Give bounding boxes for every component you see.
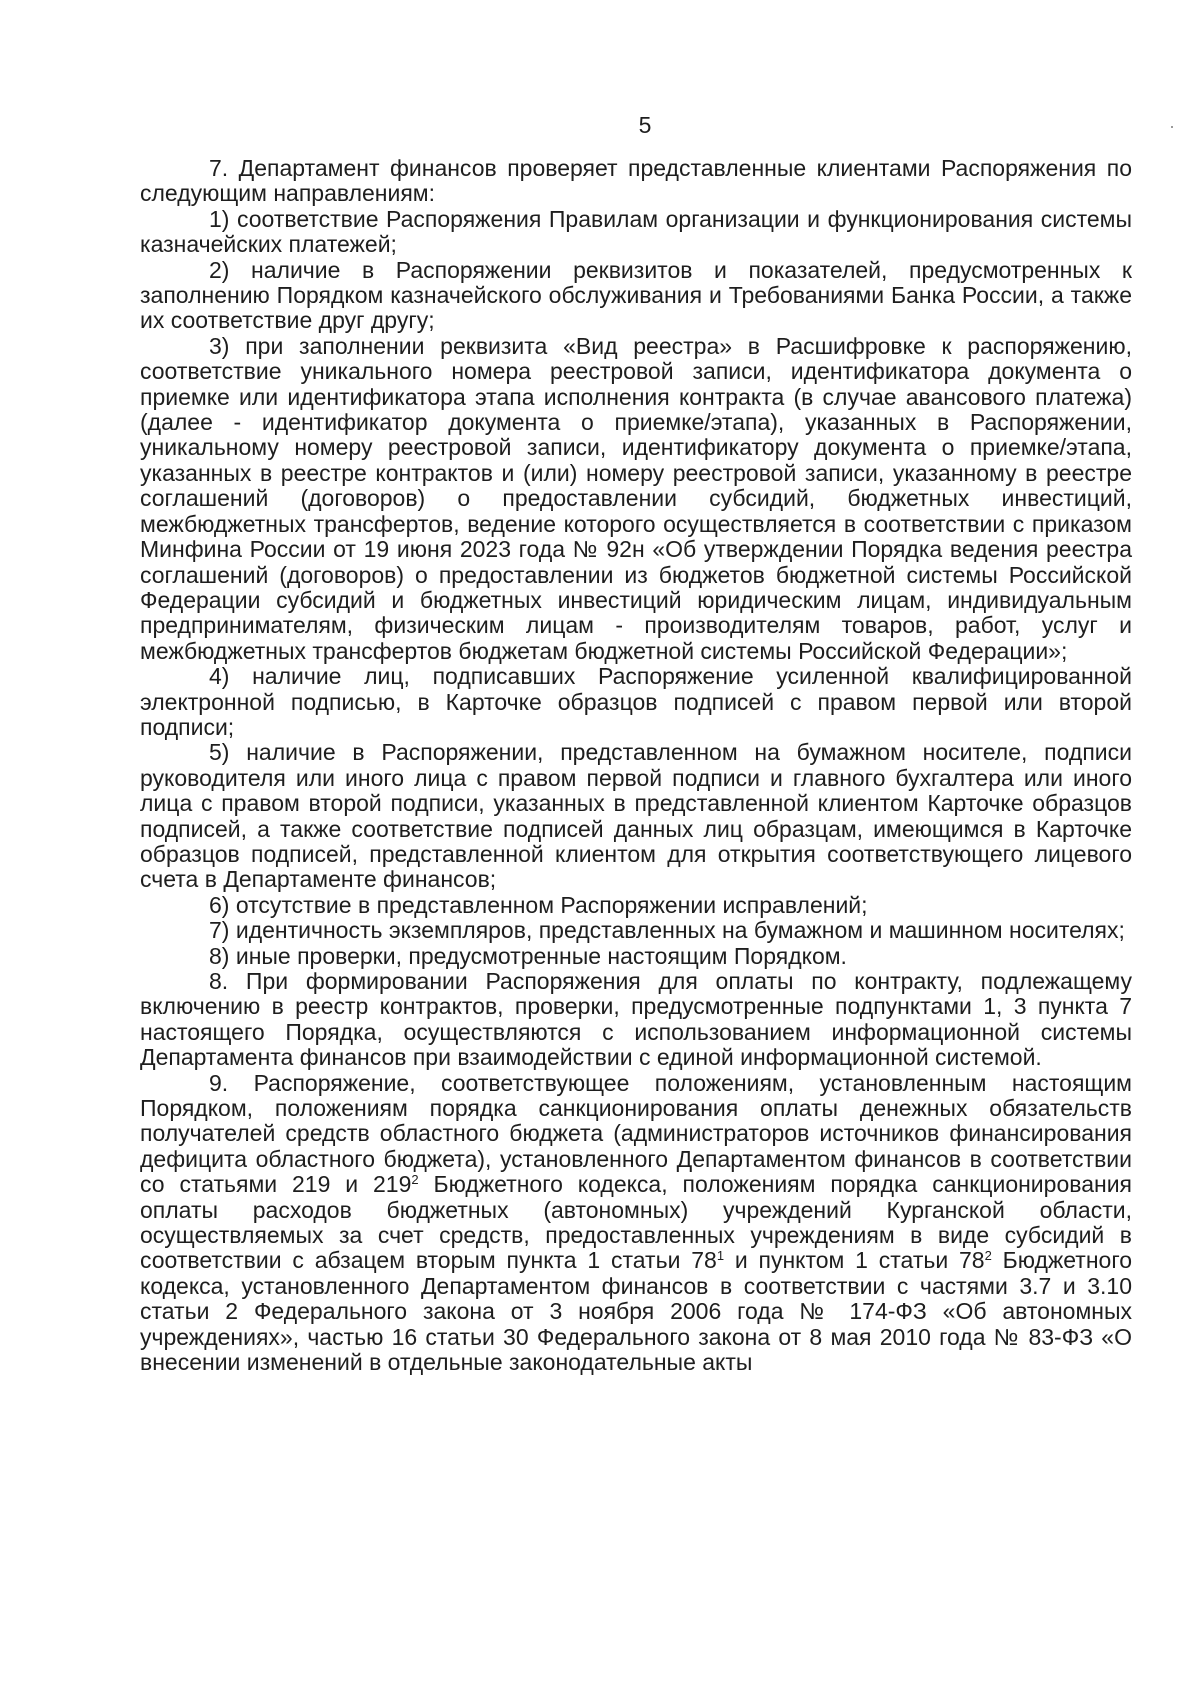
paragraph-7-item-3: 3) при заполнении реквизита «Вид реестра» в Расшифровке к распоряжению, соответствие уникального номера реестровой записи, идентификатора документа о приемке или идентификатора этапа исполнения контракта (в случае авансового платежа) (далее - идентификатор документа о приемке/этапа), указанных в Распоряжении, уникальному номеру реестровой записи, идентификатору документа о приемке/этапа, указанных в реестре контрактов и (или) номеру реестровой записи, указанному в реестре соглашений (договоров) о предоставлении субсидий, бюджетных инвестиций, межбюджетных трансфертов, ведение которого осуществляется в соответствии с приказом Минфина России от 19 июня 2023 года № 92н «Об утверждении Порядка ведения реестра соглашений (договоров) о предоставлении из бюджетов бюджетной системы Российской Федерации субсидий и бюджетных инвестиций юридическим лицам, индивидуальным предпринимателям, физическим лицам - производителям товаров, работ, услуг и межбюджетных трансфертов бюджетам бюджетной системы Российской Федерации»;: [140, 332, 1132, 664]
scan-speck: [1171, 126, 1173, 128]
paragraph-7-item-2: 2) наличие в Распоряжении реквизитов и показателей, предусмотренных к заполнению Порядком казначейского обслуживания и Требованиями Банка России, а также их соответствие друг другу;: [140, 256, 1132, 334]
superscript-2b: 2: [984, 1248, 992, 1264]
paragraph-7-item-8: 8) иные проверки, предусмотренные настоящим Порядком.: [209, 942, 847, 969]
paragraph-9-part-3: и пунктом 1 статьи 78: [724, 1247, 985, 1274]
paragraph-9-part-2: Бюджетного кодекса, положениям порядка санкционирования оплаты расходов бюджетных (автономных) учреждений Курганской области, осуществляемых за счет средств, предоставленных учреждениям в виде субсидий в соответствии с абзацем вторым пункта 1 статьи 78: [140, 1171, 1132, 1274]
paragraph-7: 7. Департамент финансов проверяет представленные клиентами Распоряжения по следующим направлениям:: [140, 155, 1132, 207]
paragraph-9: [140, 1071, 1132, 1376]
paragraph-7-item-7: 7) идентичность экземпляров, представленных на бумажном и машинном носителях;: [209, 917, 1125, 944]
paragraph-7-item-6: 6) отсутствие в представленном Распоряжении исправлений;: [209, 891, 868, 918]
paragraph-9-part-1: 9. Распоряжение, соответствующее положениям, установленным настоящим Порядком, положениям порядка санкционирования оплаты денежных обязательств получателей средств областного бюджета (администраторов источников финансирования дефицита областного бюджета), установленного Департаментом финансов в соответствии со статьями 219 и 219: [140, 1069, 1132, 1198]
page-number: 5: [638, 112, 652, 138]
paragraph-9-part-4: Бюджетного кодекса, установленного Департаментом финансов в соответствии с частями 3.7 и 3.10 статьи 2 Федерального закона от 3 ноября 2006 года № 174-ФЗ «Об автономных учреждениях», частью 16 статьи 30 Федерального закона от 8 мая 2010 года № 83-ФЗ «О внесении изменений в отдельные законодательные акты: [140, 1247, 1133, 1376]
paragraph-7-item-5: 5) наличие в Распоряжении, представленном на бумажном носителе, подписи руководителя или иного лица с правом первой подписи и главного бухгалтера или иного лица с правом второй подписи, указанных в представленной клиентом Карточке образцов подписей, а также соответствие подписей данных лиц образцам, имеющимся в Карточке образцов подписей, представленной клиентом для открытия соответствующего лицевого счета в Департаменте финансов;: [140, 739, 1132, 893]
paragraph-8: 8. При формировании Распоряжения для оплаты по контракту, подлежащему включению в реестр контрактов, проверки, предусмотренные подпунктами 1, 3 пункта 7 настоящего Порядка, осуществляются с использованием информационной системы Департамента финансов при взаимодействии с единой информационной системой.: [140, 968, 1132, 1071]
superscript-2: 2: [411, 1172, 419, 1188]
paragraph-7-item-4: 4) наличие лиц, подписавших Распоряжение усиленной квалифицированной электронной подписью, в Карточке образцов подписей с правом первой или второй подписи;: [140, 663, 1132, 740]
document-body: [140, 156, 1132, 1376]
paragraph-7-item-1: 1) соответствие Распоряжения Правилам организации и функционирования системы казначейских платежей;: [140, 205, 1132, 258]
superscript-1: 1: [716, 1248, 725, 1264]
